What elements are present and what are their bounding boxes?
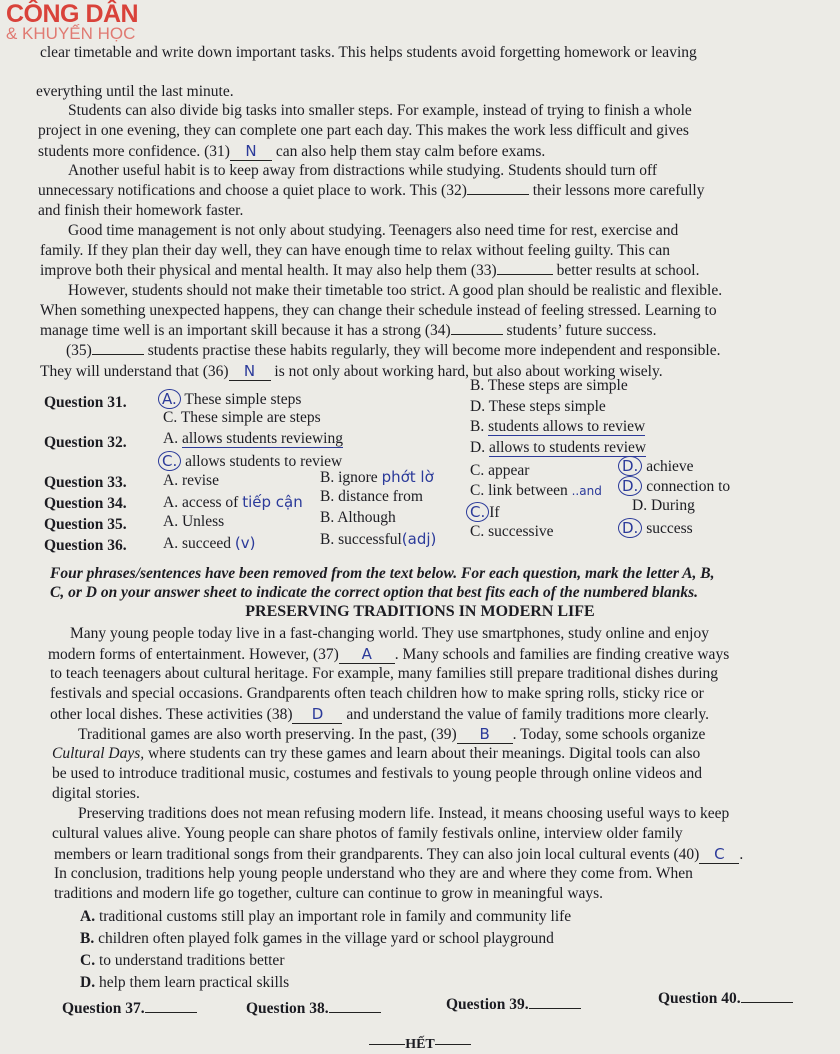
p1-line: Good time management is not only about studying. Teenagers also need time for rest, exercise and [68, 222, 679, 239]
p1-line: clear timetable and write down important tasks. This helps students avoid forgetting homework or leaving [40, 44, 697, 61]
selected-mark-icon: C. [466, 502, 489, 522]
question-label: Question 36. [44, 537, 127, 554]
p1-line: Another useful habit is to keep away from distractions while studying. Students should turn off [68, 162, 658, 179]
option-a[interactable]: A. These simple steps [160, 389, 301, 409]
p1-line: Students can also divide big tasks into smaller steps. For example, instead of trying to finish a whole [68, 102, 692, 119]
p1-line: (35) students practise these habits regularly, they will become more independent and responsible. [66, 342, 721, 359]
option-c[interactable]: C. successive [470, 523, 554, 540]
p2-line: Many young people today live in a fast-changing world. They use smartphones, study online and enjoy [70, 625, 709, 642]
p2-line: cultural values alive. Young people can share photos of family festivals online, interview older family [52, 825, 683, 842]
p2-line: Traditional games are also worth preserving. In the past, (39) B . Today, some schools organize [78, 725, 706, 743]
question-label: Question 32. [44, 434, 127, 451]
answer-slot[interactable]: Question 38. [246, 1000, 381, 1018]
blank-35 [92, 354, 144, 355]
selected-mark-icon: A. [158, 389, 181, 409]
p2-line: modern forms of entertainment. However, (37) A . Many schools and families are finding creative ways [48, 645, 730, 663]
option-d[interactable]: D. success [620, 518, 693, 538]
p1-line: manage time well is an important skill because it has a strong (34) students’ future success. [40, 322, 657, 339]
option-c[interactable]: C. These simple are steps [163, 409, 321, 426]
p1-line: family. If they plan their day well, they can have enough time to relax without feeling guilty. This can [40, 242, 671, 259]
p1-line: They will understand that (36) N is not only about working hard, but also about working wisely. [40, 362, 663, 380]
question-label: Question 33. [44, 474, 127, 491]
end-label: HẾT [405, 1037, 435, 1052]
p2-line: to teach teenagers about cultural heritage. For example, many families still prepare traditional dishes during [50, 665, 718, 682]
newspaper-logo [6, 2, 138, 42]
answer-39: B [457, 725, 513, 744]
end-marker [0, 1037, 840, 1053]
p2-line: Cultural Days, where students can try these games and learn about their meanings. Digital tools can also [52, 745, 701, 762]
question-label: Question 35. [44, 516, 127, 533]
blank-32 [467, 194, 529, 195]
option-b[interactable]: B. distance from [320, 488, 423, 505]
option-b[interactable]: B. ignore phớt lờ [320, 468, 434, 486]
option-a[interactable]: A. allows students reviewing [163, 430, 343, 447]
p1-line: unnecessary notifications and choose a quiet place to work. This (32) their lessons more carefully [38, 182, 705, 199]
p2-line: other local dishes. These activities (38) D and understand the value of family traditions more clearly. [50, 705, 710, 723]
option-a[interactable]: A. Unless [163, 513, 225, 530]
p2-line: be used to introduce traditional music, costumes and festivals to young people through online videos and [52, 765, 703, 782]
option-b[interactable]: B. students allows to review [470, 418, 646, 435]
option-b[interactable]: B. successful(adj) [320, 530, 437, 548]
p2-line: In conclusion, traditions help young people understand who they are and where they come from. When [54, 865, 693, 882]
selected-mark-icon: D. [618, 456, 642, 476]
handwritten-note: phớt lờ [381, 468, 434, 486]
option-d[interactable]: D. These steps simple [470, 398, 606, 415]
p2-line: Preserving traditions does not mean refusing modern life. Instead, it means choosing useful ways to keep [78, 805, 730, 822]
answer-38: D [292, 705, 342, 724]
selected-mark-icon: D. [618, 476, 642, 496]
p1-line: However, students should not make their timetable too strict. A good plan should be realistic and flexible. [68, 282, 723, 299]
answer-40: C [699, 845, 739, 864]
p2-line: members or learn traditional songs from their grandparents. They can also join local cultural events (40) C . [54, 845, 744, 863]
option-a[interactable]: A. succeed (v) [163, 534, 256, 552]
p1-line: When something unexpected happens, they can change their schedule instead of feeling stressed. Learning to [40, 302, 717, 319]
instructions-line: C, or D on your answer sheet to indicate the correct option that best fits each of the numbered blanks. [50, 584, 699, 601]
option-item[interactable]: C. to understand traditions better [80, 952, 285, 969]
option-d[interactable]: D. During [632, 497, 695, 514]
answer-31: N [230, 142, 272, 161]
p2-line: traditions and modern life go together, culture can continue to grow in meaningful ways. [54, 885, 604, 902]
question-label: Question 34. [44, 495, 127, 512]
option-d[interactable]: D. achieve [620, 456, 694, 476]
option-item[interactable]: D. help them learn practical skills [80, 974, 290, 991]
logo-line-1: CÔNG DÂN [6, 0, 139, 28]
option-a[interactable]: A. revise [163, 472, 219, 489]
answer-36: N [229, 362, 271, 381]
p1-line: project in one evening, they can complete one part each day. This makes the work less difficult and gives [38, 122, 689, 139]
passage-title: PRESERVING TRADITIONS IN MODERN LIFE [245, 603, 595, 620]
option-a[interactable]: A. access of tiếp cận [163, 493, 303, 511]
selected-mark-icon: C. [158, 451, 181, 471]
option-item[interactable]: B. children often played folk games in the village yard or school playground [80, 930, 554, 947]
option-d[interactable]: D. allows to students review [470, 439, 647, 456]
selected-mark-icon: D. [618, 518, 642, 538]
option-d[interactable]: D. connection to [620, 476, 730, 496]
answer-37: A [339, 645, 395, 664]
logo-line-2: & KHUYẾN HỌC [6, 24, 136, 43]
p1-line: improve both their physical and mental health. It may also help them (33) better results at school. [40, 262, 700, 279]
option-c[interactable]: C. allows students to review [160, 451, 342, 471]
p1-line: everything until the last minute. [36, 83, 234, 100]
answer-slot[interactable]: Question 37. [62, 1000, 197, 1018]
option-c[interactable]: C. link between ..and [470, 482, 602, 499]
answer-slot[interactable]: Question 39. [446, 996, 581, 1014]
option-b[interactable]: B. Although [320, 509, 396, 526]
option-c[interactable]: C. appear [470, 462, 530, 479]
handwritten-note: tiếp cận [242, 493, 303, 511]
blank-33 [497, 274, 553, 275]
handwritten-note: ..and [571, 484, 602, 498]
option-c[interactable]: C. If [468, 502, 500, 522]
p1-line: and finish their homework faster. [38, 202, 244, 219]
option-item[interactable]: A. traditional customs still play an important role in family and community life [80, 908, 572, 925]
option-b[interactable]: B. These steps are simple [470, 377, 628, 394]
p1-line: students more confidence. (31) N can also help them stay calm before exams. [38, 142, 546, 160]
p2-line: digital stories. [52, 785, 140, 802]
instructions-line: Four phrases/sentences have been removed from the text below. For each question, mark the letter A, B, [50, 565, 715, 582]
handwritten-note: (v) [234, 534, 256, 552]
handwritten-note: (adj) [401, 530, 437, 548]
answer-slot[interactable]: Question 40. [658, 990, 793, 1008]
p2-line: festivals and special occasions. Grandparents often teach children how to make spring rolls, sticky rice or [50, 685, 704, 702]
question-label: Question 31. [44, 394, 127, 411]
blank-34 [451, 334, 503, 335]
